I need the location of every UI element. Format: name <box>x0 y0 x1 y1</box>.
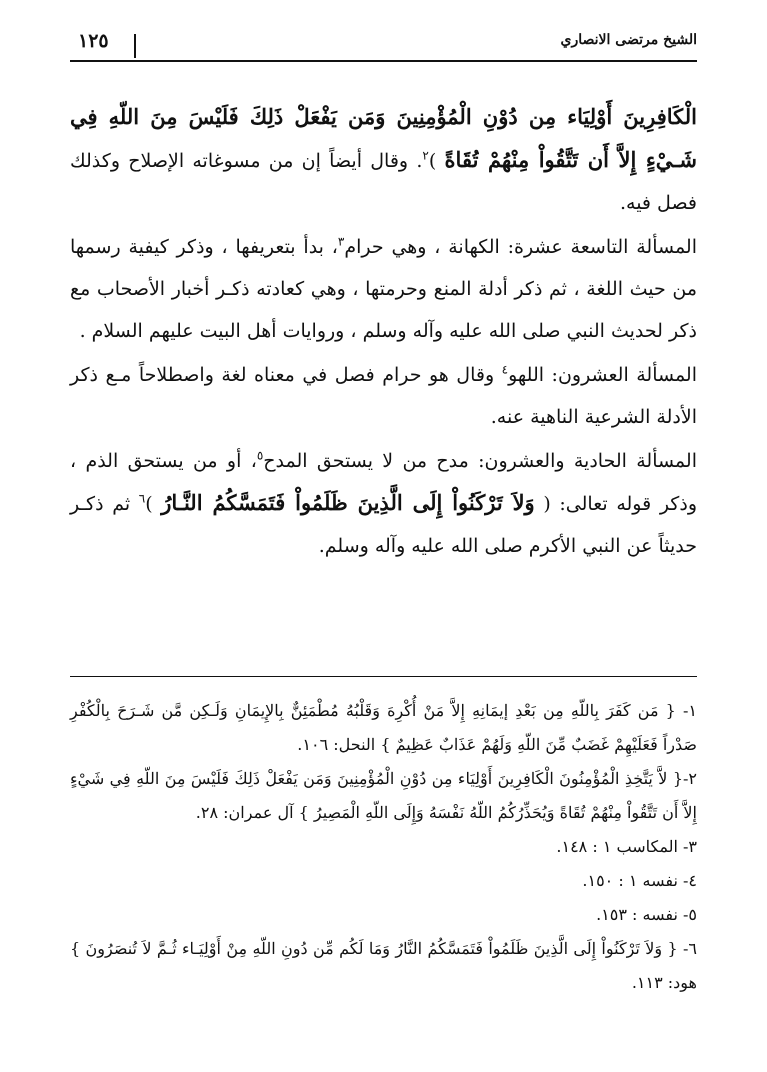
footnote-divider <box>70 676 697 677</box>
footnote-mark: ٣ <box>337 234 345 249</box>
paragraph-text: المسألة التاسعة عشرة: الكهانة ، وهي حرام <box>344 236 698 258</box>
paragraph-1 <box>70 96 697 224</box>
footnote-4: ٤- نفسه ١ : ١٥٠. <box>582 871 697 890</box>
quran-verse: وَلاَ تَرْكَنُواْ إِلَى الَّذِينَ ظَلَمُواْ فَتَمَسَّكُمُ النَّـارُ <box>161 490 535 515</box>
paragraph-text: المسألة العشرون: اللهو <box>508 364 697 386</box>
main-text <box>70 96 697 569</box>
footnote-mark: ٢ <box>422 148 429 163</box>
paragraph-text: ، بدأ بتعريفها ، وذكر كيفية رسمها من حيث اللغة ، ثم ذكر أدلة المنع وحرمتها ، وهي كعادته ذكـر أخبار الأصحاب مع ذكر لحديث النبي صلى الله عليه وآله وسلم ، وروايات أهل البيت عليهم السلام . <box>70 236 697 342</box>
paragraph-4 <box>70 440 697 567</box>
footnote-3: ٣- المكاسب ١ : ١٤٨. <box>556 837 697 856</box>
footnote-1: ١- { مَن كَفَرَ بِاللّهِ مِن بَعْدِ إيمَانِهِ إِلاَّ مَنْ أُكْرِهَ وَقَلْبُهُ مُطْمَئِنٌّ بِالإِيمَانِ وَلَـكِن مَّن شَـرَحَ بِالْكُفْرِ صَدْراً فَعَلَيْهِمْ غَضَبٌ مِّنَ اللّهِ وَلَهُمْ عَذَابٌ عَظِيمٌ } النحل: ١٠٦. <box>70 701 697 754</box>
footnote-2: ٢-{ لاَّ يَتَّخِذِ الْمُؤْمِنُونَ الْكَافِرِينَ أَوْلِيَاء مِن دُوْنِ الْمُؤْمِنِينَ وَمَن يَفْعَلْ ذَلِكَ فَلَيْسَ مِنَ اللّهِ فِي شَيْءٍ إِلاَّ أَن تَتَّقُواْ مِنْهُمْ تُقَاةً وَيُحَذِّرُكُمُ اللّهُ نَفْسَهُ وَإِلَى اللّهِ الْمَصِيرُ } آل عمران: ٢٨. <box>70 769 697 822</box>
page-header <box>70 28 697 62</box>
page-number-bar <box>134 34 136 58</box>
footnote-6: ٦- { وَلاَ تَرْكَنُواْ إِلَى الَّذِينَ ظَلَمُواْ فَتَمَسَّكُمُ النَّارُ وَمَا لَكُم مِّن دُونِ اللّهِ مِنْ أَوْلِيَـاء ثُـمَّ لاَ تُنصَرُونَ } هود: ١١٣. <box>70 939 697 992</box>
footnote-mark: ٤ <box>501 362 509 377</box>
footnote-5: ٥- نفسه : ١٥٣. <box>596 905 697 924</box>
paragraph-2 <box>70 226 697 352</box>
verse-close: ) <box>145 493 162 515</box>
running-title: الشيخ مرتضى الانصاري <box>560 32 697 48</box>
verse-close: ) <box>428 150 445 172</box>
footnotes <box>70 694 697 1000</box>
paragraph-text: . وقال أيضاً إن من مسوغاته الإصلاح وكذلك فصل فيه. <box>70 150 697 214</box>
footnote-mark: ٥ <box>256 448 264 463</box>
paragraph-text: ثم ذكـر حديثاً عن النبي الأكرم صلى الله عليه وآله وسلم. <box>70 493 697 557</box>
paragraph-text: وقال هو حرام فصل في معناه لغة واصطلاحاً مـع ذكر الأدلة الشرعية الناهية عنه. <box>70 364 697 428</box>
footnote-mark: ٦ <box>138 491 146 506</box>
paragraph-text: ، أو من يستحق الذم ، وذكر قوله تعالى: ( <box>70 450 697 515</box>
paragraph-3 <box>70 354 697 438</box>
page-number: ١٢٥ <box>78 30 109 52</box>
paragraph-text: المسألة الحادية والعشرون: مدح من لا يستحق المدح <box>263 450 697 472</box>
quran-verse: الْكَافِرِينَ أَوْلِيَاء مِن دُوْنِ الْمُؤْمِنِينَ وَمَن يَفْعَلْ ذَلِكَ فَلَيْسَ مِنَ اللّهِ فِي شَـيْءٍ إِلاَّ أَن تَتَّقُواْ مِنْهُمْ تُقَاةً <box>70 104 697 172</box>
